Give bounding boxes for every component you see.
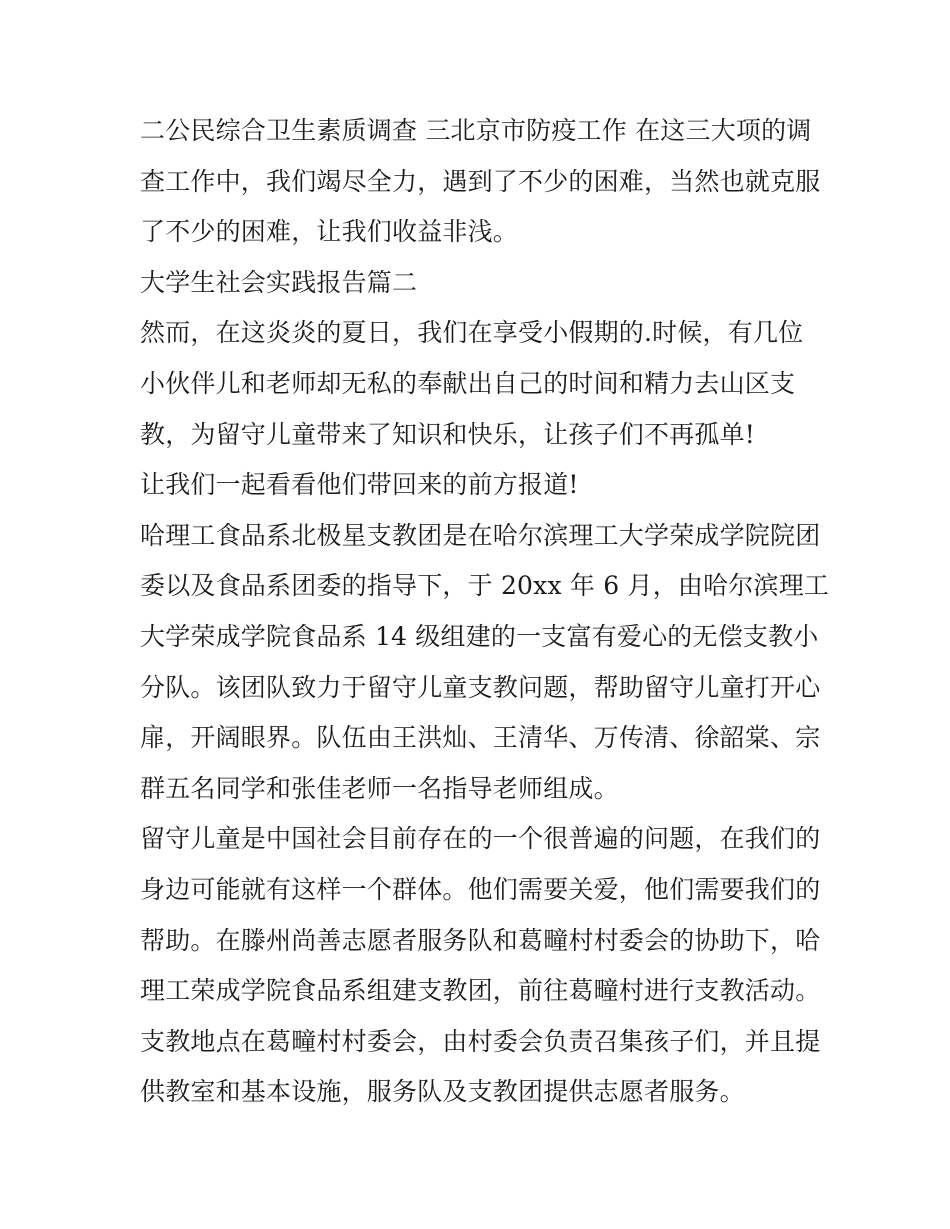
text-line-13: 扉，开阔眼界。队伍由王洪灿、王清华、万传清、徐韶棠、宗 <box>140 723 821 753</box>
text-line-3: 了不少的困难，让我们收益非浅。 <box>140 217 519 247</box>
text-line-1: 二公民综合卫生素质调查 三北京市防疫工作 在这三大项的调 <box>140 116 812 145</box>
text-line-2: 查工作中，我们竭尽全力，遇到了不少的困难，当然也就克服 <box>140 166 821 196</box>
text-line-8: 让我们一起看看他们带回来的前方报道! <box>140 470 579 500</box>
section-heading: 大学生社会实践报告篇二 <box>140 267 418 297</box>
text-line-17: 帮助。在滕州尚善志愿者服务队和葛疃村村委会的协助下，哈 <box>140 925 821 955</box>
text-line-14: 群五名同学和张佳老师一名指导老师组成。 <box>140 773 619 803</box>
text-line-12: 分队。该团队致力于留守儿童支教问题，帮助留守儿童打开心 <box>140 672 821 702</box>
text-line-18: 理工荣成学院食品系组建支教团，前往葛疃村进行支教活动。 <box>140 976 821 1006</box>
text-line-19: 支教地点在葛疃村村委会，由村委会负责召集孩子们，并且提 <box>140 1026 821 1056</box>
text-line-15: 留守儿童是中国社会目前存在的一个很普遍的问题，在我们的 <box>140 824 821 854</box>
text-line-6: 小伙伴儿和老师却无私的奉献出自己的时间和精力去山区支 <box>140 368 796 398</box>
text-line-7: 教，为留守儿童带来了知识和快乐，让孩子们不再孤单! <box>140 419 756 449</box>
text-line-20: 供教室和基本设施，服务队及支教团提供志愿者服务。 <box>140 1077 745 1107</box>
text-line-9: 哈理工食品系北极星支教团是在哈尔滨理工大学荣成学院院团 <box>140 520 821 550</box>
text-line-10: 委以及食品系团委的指导下，于 20xx 年 6 月，由哈尔滨理工 <box>140 571 830 601</box>
document-body <box>140 106 830 1118</box>
text-line-5: 然而，在这炎炎的夏日，我们在享受小假期的.时候，有几位 <box>140 318 804 348</box>
text-line-11: 大学荣成学院食品系 14 级组建的一支富有爱心的无偿支教小 <box>140 621 819 651</box>
text-line-16: 身边可能就有这样一个群体。他们需要关爱，他们需要我们的 <box>140 874 821 904</box>
